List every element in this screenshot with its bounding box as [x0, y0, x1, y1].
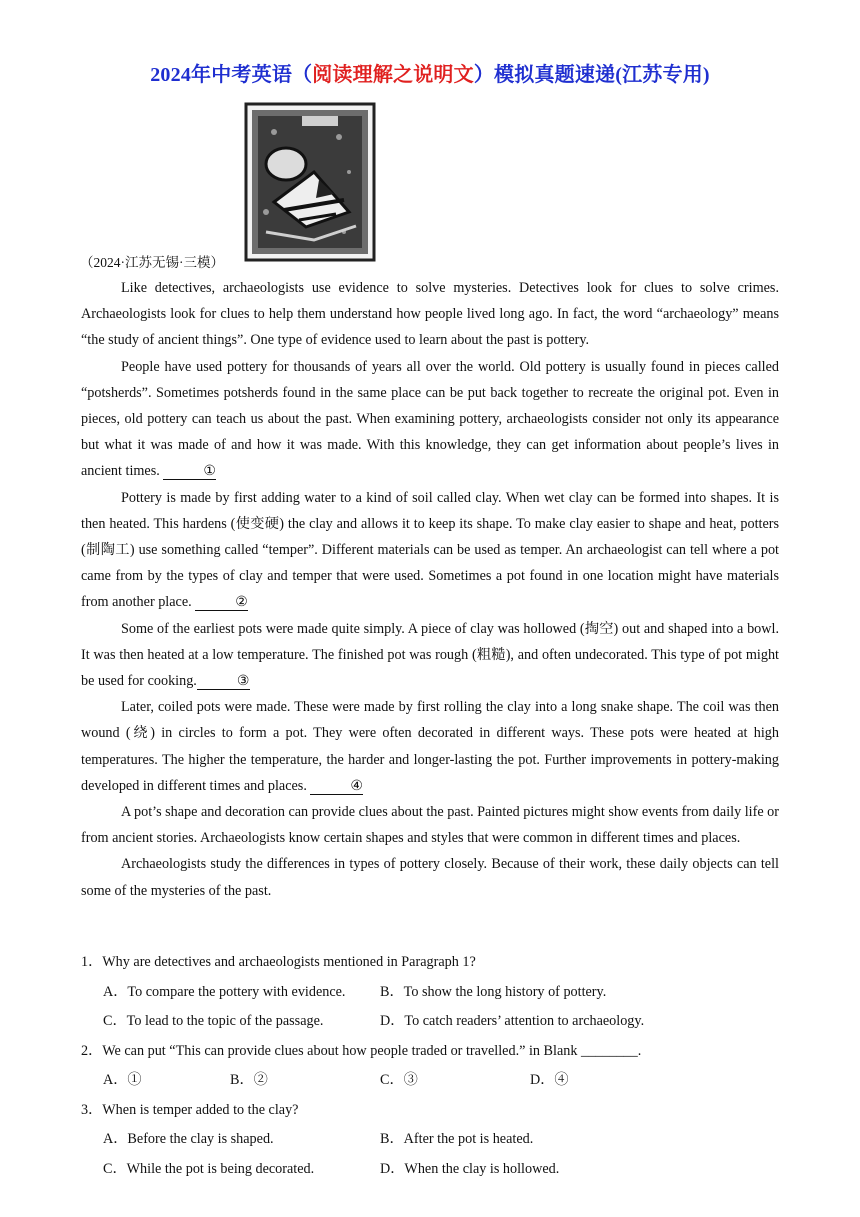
paragraph-6	[81, 799, 779, 851]
question-3-option-d[interactable]: D．When the clay is hollowed.	[380, 1160, 560, 1177]
paragraph-1-text: Like detectives, archaeologists use evidence to solve mysteries. Detectives look for clues to solve crimes. Archaeologists look for clues to help them understand how people lived long ago. In fact, the word “archaeology” means “the study of ancient things”. One type of evidence used to learn about the past is pottery.	[81, 280, 779, 349]
question-1-option-d[interactable]: D．To catch readers’ attention to archaeology.	[380, 1013, 645, 1029]
question-3-stem: 3．When is temper added to the clay?	[81, 1101, 299, 1118]
question-2-options-row	[81, 1066, 779, 1096]
questions-section	[81, 948, 779, 1184]
paragraph-1	[81, 275, 779, 354]
paragraph-2-text: People have used pottery for thousands of years all over the world. Old pottery is usually found in pieces called “potsherds”. Sometimes potsherds found in the same place can be put back together to recreate the original pot. Even in pieces, old pottery can teach us about the past. When examining pottery, archaeologists consider not only its appearance but what it was made of and how it was made. With this knowledge, they can get information about people’s lives in ancient times.	[81, 358, 779, 480]
title-part-2: ）模拟真题速递(江苏专用)	[473, 64, 710, 86]
page-title	[0, 58, 860, 87]
title-highlight: 阅读理解之说明文	[312, 64, 474, 86]
pottery-stamp-image	[244, 102, 376, 262]
blank-3-marker: ③	[197, 673, 250, 690]
paragraph-5	[81, 694, 779, 799]
paragraph-4-text: Some of the earliest pots were made quite simply. A piece of clay was hollowed (掏空) out and shaped into a bowl. It was then heated at a low temperature. The finished pot was rough (粗糙), and often undecorated. This type of pot might be used for cooking.	[81, 620, 779, 690]
reading-passage	[81, 275, 779, 904]
title-part-1: 2024年中考英语（	[150, 64, 313, 86]
question-3-options-row-1	[81, 1125, 779, 1155]
question-1-options-row-2	[81, 1007, 779, 1037]
paragraph-7-text: Archaeologists study the differences in types of pottery closely. Because of their work, these daily objects can tell some of the mysteries of the past.	[81, 856, 779, 899]
question-1-option-c[interactable]: C．To lead to the topic of the passage.	[103, 1013, 324, 1029]
paragraph-3	[81, 485, 779, 616]
blank-2-marker: ②	[195, 594, 248, 611]
paragraph-4	[81, 616, 779, 695]
question-2-option-c[interactable]: C．③	[380, 1072, 418, 1088]
question-3-option-a[interactable]: A．Before the clay is shaped.	[103, 1131, 274, 1147]
question-2-option-d[interactable]: D．④	[530, 1072, 569, 1088]
source-note: （2024·江苏无锡·三模）	[80, 255, 224, 270]
paragraph-7	[81, 851, 779, 903]
blank-1-marker: ①	[163, 463, 216, 480]
question-3-options-row-2	[81, 1155, 779, 1185]
paragraph-6-text: A pot’s shape and decoration can provide clues about the past. Painted pictures might show events from daily life or from ancient stories. Archaeologists know certain shapes and styles that were common in different times and places.	[81, 804, 779, 847]
question-2-stem: 2．We can put “This can provide clues about how people traded or travelled.” in Blank ________.	[81, 1042, 642, 1059]
question-3-option-c[interactable]: C．While the pot is being decorated.	[103, 1160, 315, 1177]
question-2-option-a[interactable]: A．①	[103, 1072, 142, 1088]
question-1-stem: 1．Why are detectives and archaeologists mentioned in Paragraph 1?	[81, 954, 476, 970]
blank-4-marker: ④	[310, 778, 363, 795]
question-1-options-row-1	[81, 978, 779, 1008]
question-2-option-b[interactable]: B．②	[230, 1072, 268, 1088]
question-1-option-b[interactable]: B．To show the long history of pottery.	[380, 983, 607, 1000]
paragraph-3-text: Pottery is made by first adding water to a kind of soil called clay. When wet clay can be formed into shapes. It is then heated. This hardens (使变硬) the clay and allows it to keep its shape. To make clay easier to shape and heat, potters (制陶工) use something called “temper”. Different materials can be used as temper. An archaeologist can tell where a pot came from by the types of clay and temper that were used. Sometimes a pot found in one location might have materials from another place.	[81, 489, 779, 611]
paragraph-2	[81, 354, 779, 485]
question-3-option-b[interactable]: B．After the pot is heated.	[380, 1131, 534, 1147]
paragraph-5-text: Later, coiled pots were made. These were made by first rolling the clay into a long snake shape. The coil was then wound (绕) in circles to form a pot. They were often decorated in different ways. These pots were heated at high temperatures. The higher the temperature, the harder and longer-lasting the pot. Further improvements in pottery-making developed in different times and places.	[81, 699, 779, 794]
question-1-option-a[interactable]: A．To compare the pottery with evidence.	[103, 983, 346, 1000]
